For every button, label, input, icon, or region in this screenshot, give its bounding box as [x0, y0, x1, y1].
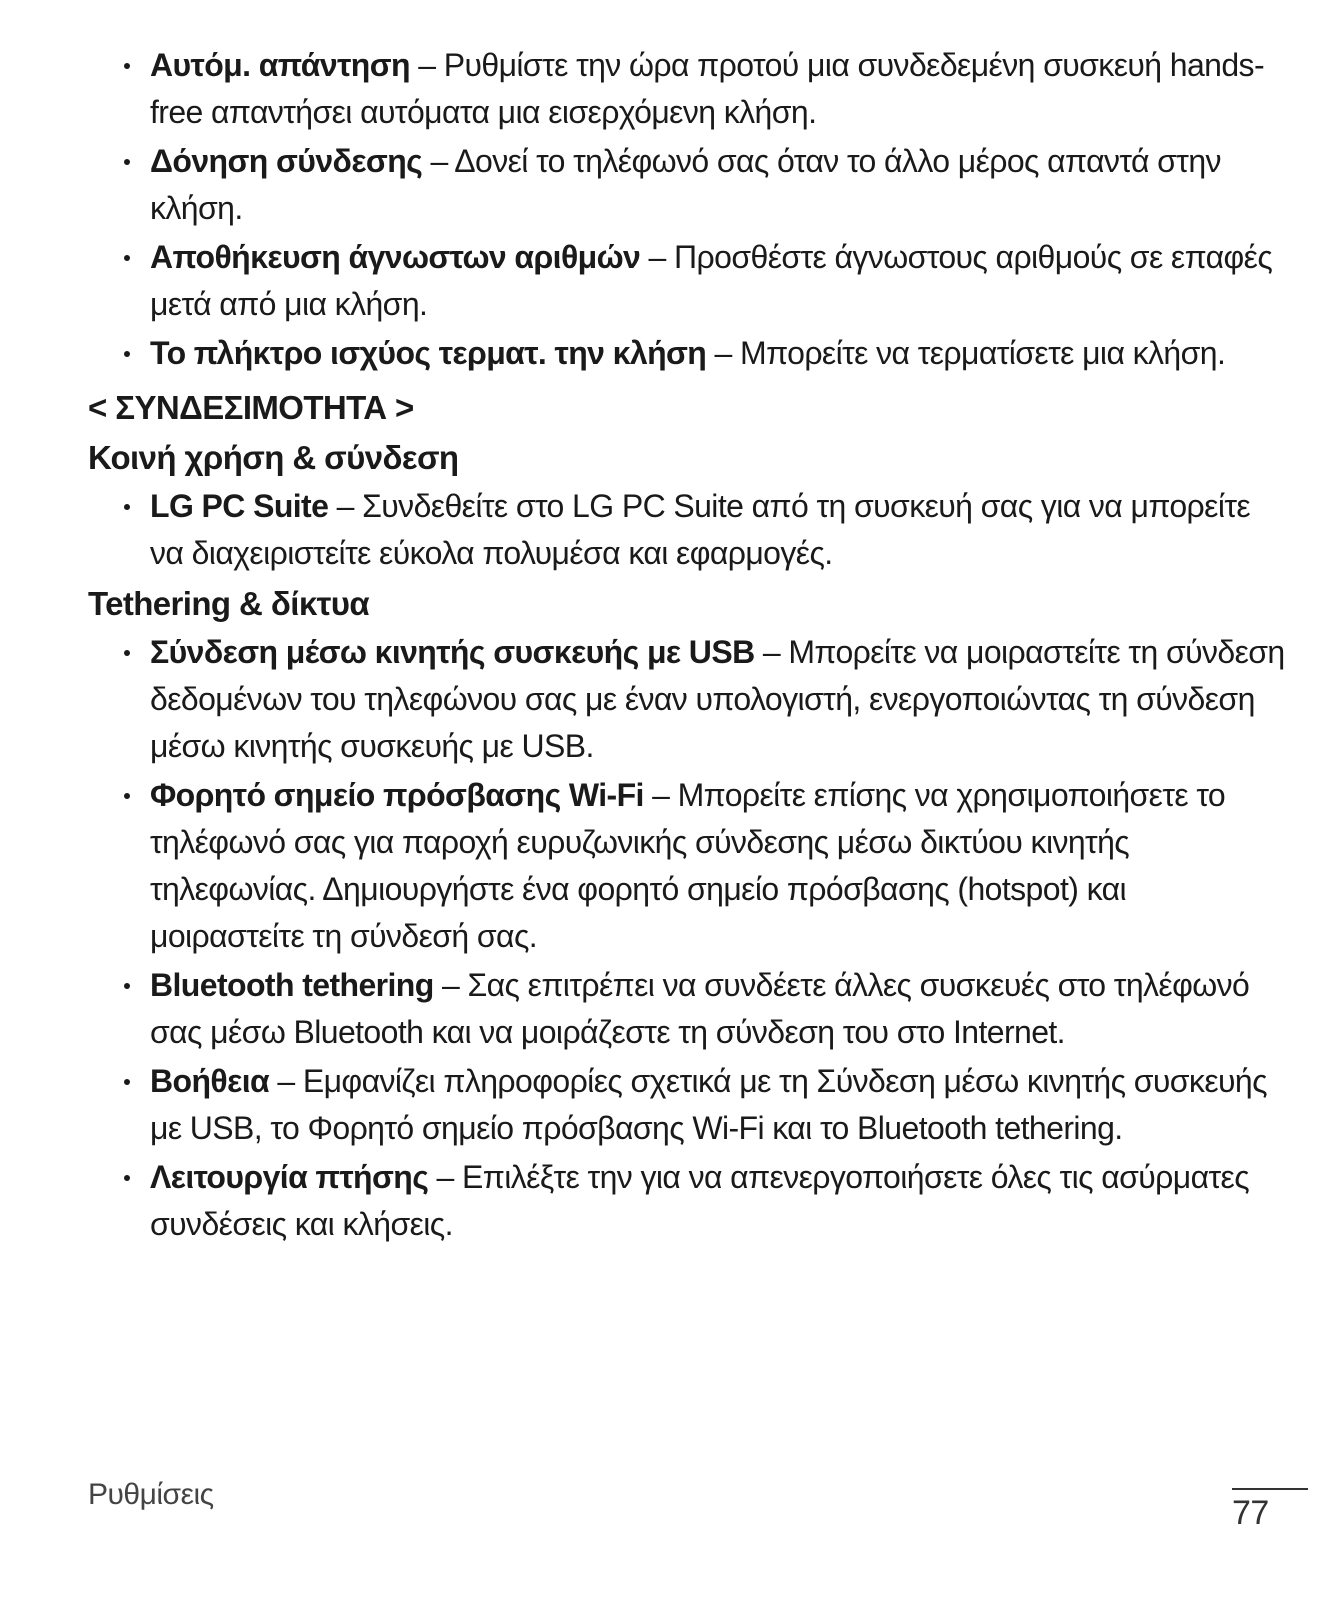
item-term: Αποθήκευση άγνωστων αριθμών: [150, 239, 641, 275]
bullet-icon: [124, 351, 130, 357]
item-term: Bluetooth tethering: [150, 967, 434, 1003]
bullet-icon: [124, 504, 130, 510]
bullet-icon: [124, 793, 130, 799]
footer-section-label: Ρυθμίσεις: [88, 1478, 214, 1511]
list-item: [150, 962, 1288, 1056]
item-description: – Εμφανίζει πληροφορίες σχετικά με τη Σύνδεση μέσω κινητής συσκευής με USB, το Φορητό σημείο πρόσβασης Wi-Fi και το Bluetooth tethering.: [150, 1063, 1267, 1146]
list-item: [150, 772, 1288, 960]
bullet-icon: [124, 983, 130, 989]
list-item: [150, 138, 1288, 232]
list-item: [150, 1058, 1288, 1152]
item-term: LG PC Suite: [150, 488, 329, 524]
page-number-rule: [1232, 1488, 1308, 1490]
item-term: Σύνδεση μέσω κινητής συσκευής με USB: [150, 634, 755, 670]
item-description: – Προσθέστε άγνωστους αριθμούς σε επαφές μετά από μια κλήση.: [150, 239, 1273, 322]
item-description: – Σας επιτρέπει να συνδέετε άλλες συσκευές στο τηλέφωνό σας μέσω Bluetooth και να μοιράζεστε τη σύνδεση του στο Internet.: [150, 967, 1250, 1050]
list-item: [150, 42, 1288, 136]
list-item: [150, 330, 1288, 377]
bullet-icon: [124, 1079, 130, 1085]
list-item: [150, 629, 1288, 770]
bullet-icon: [124, 63, 130, 69]
item-term: Λειτουργία πτήσης: [150, 1159, 429, 1195]
item-description: – Μπορείτε επίσης να χρησιμοποιήσετε το τηλέφωνό σας για παροχή ευρυζωνικής σύνδεσης μέσω δικτύου κινητής τηλεφωνίας. Δημιουργήστε ένα φορητό σημείο πρόσβασης (hotspot) και μοιραστείτε τη σύνδεσή σας.: [150, 777, 1226, 954]
item-description: – Δονεί το τηλέφωνό σας όταν το άλλο μέρος απαντά στην κλήση.: [150, 143, 1221, 226]
item-description: – Επιλέξτε την για να απενεργοποιήσετε όλες τις ασύρματες συνδέσεις και κλήσεις.: [150, 1159, 1250, 1242]
page-number: 77: [1232, 1494, 1269, 1532]
item-term: Βοήθεια: [150, 1063, 270, 1099]
bullet-icon: [124, 650, 130, 656]
item-term: Αυτόμ. απάντηση: [150, 47, 410, 83]
tethering-list: [88, 629, 1288, 1248]
item-term: Δόνηση σύνδεσης: [150, 143, 423, 179]
item-description: – Μπορείτε να τερματίσετε μια κλήση.: [706, 335, 1226, 371]
item-description: – Μπορείτε να μοιραστείτε τη σύνδεση δεδομένων του τηλεφώνου σας με έναν υπολογιστή, ενεργοποιώντας τη σύνδεση μέσω κινητής συσκευής με USB.: [150, 634, 1285, 764]
list-item: [150, 234, 1288, 328]
tethering-heading: Tethering & δίκτυα: [88, 585, 370, 622]
section-heading: < ΣΥΝΔΕΣΙΜΟΤΗΤΑ >: [88, 389, 414, 426]
call-settings-list: [88, 42, 1288, 377]
bullet-icon: [124, 1175, 130, 1181]
item-description: – Ρυθμίστε την ώρα προτού μια συνδεδεμένη συσκευή hands-free απαντήσει αυτόματα μια εισερχόμενη κλήση.: [150, 47, 1265, 130]
list-item: [150, 1154, 1288, 1248]
bullet-icon: [124, 159, 130, 165]
item-term: Το πλήκτρο ισχύος τερματ. την κλήση: [150, 335, 707, 371]
share-connect-heading: Κοινή χρήση & σύνδεση: [88, 439, 459, 476]
item-term: Φορητό σημείο πρόσβασης Wi-Fi: [150, 777, 644, 813]
page-content: [88, 42, 1288, 1250]
list-item: [150, 483, 1288, 577]
bullet-icon: [124, 255, 130, 261]
item-description: – Συνδεθείτε στο LG PC Suite από τη συσκευή σας για να μπορείτε να διαχειριστείτε εύκολα πολυμέσα και εφαρμογές.: [150, 488, 1251, 571]
share-connect-list: [88, 483, 1288, 577]
